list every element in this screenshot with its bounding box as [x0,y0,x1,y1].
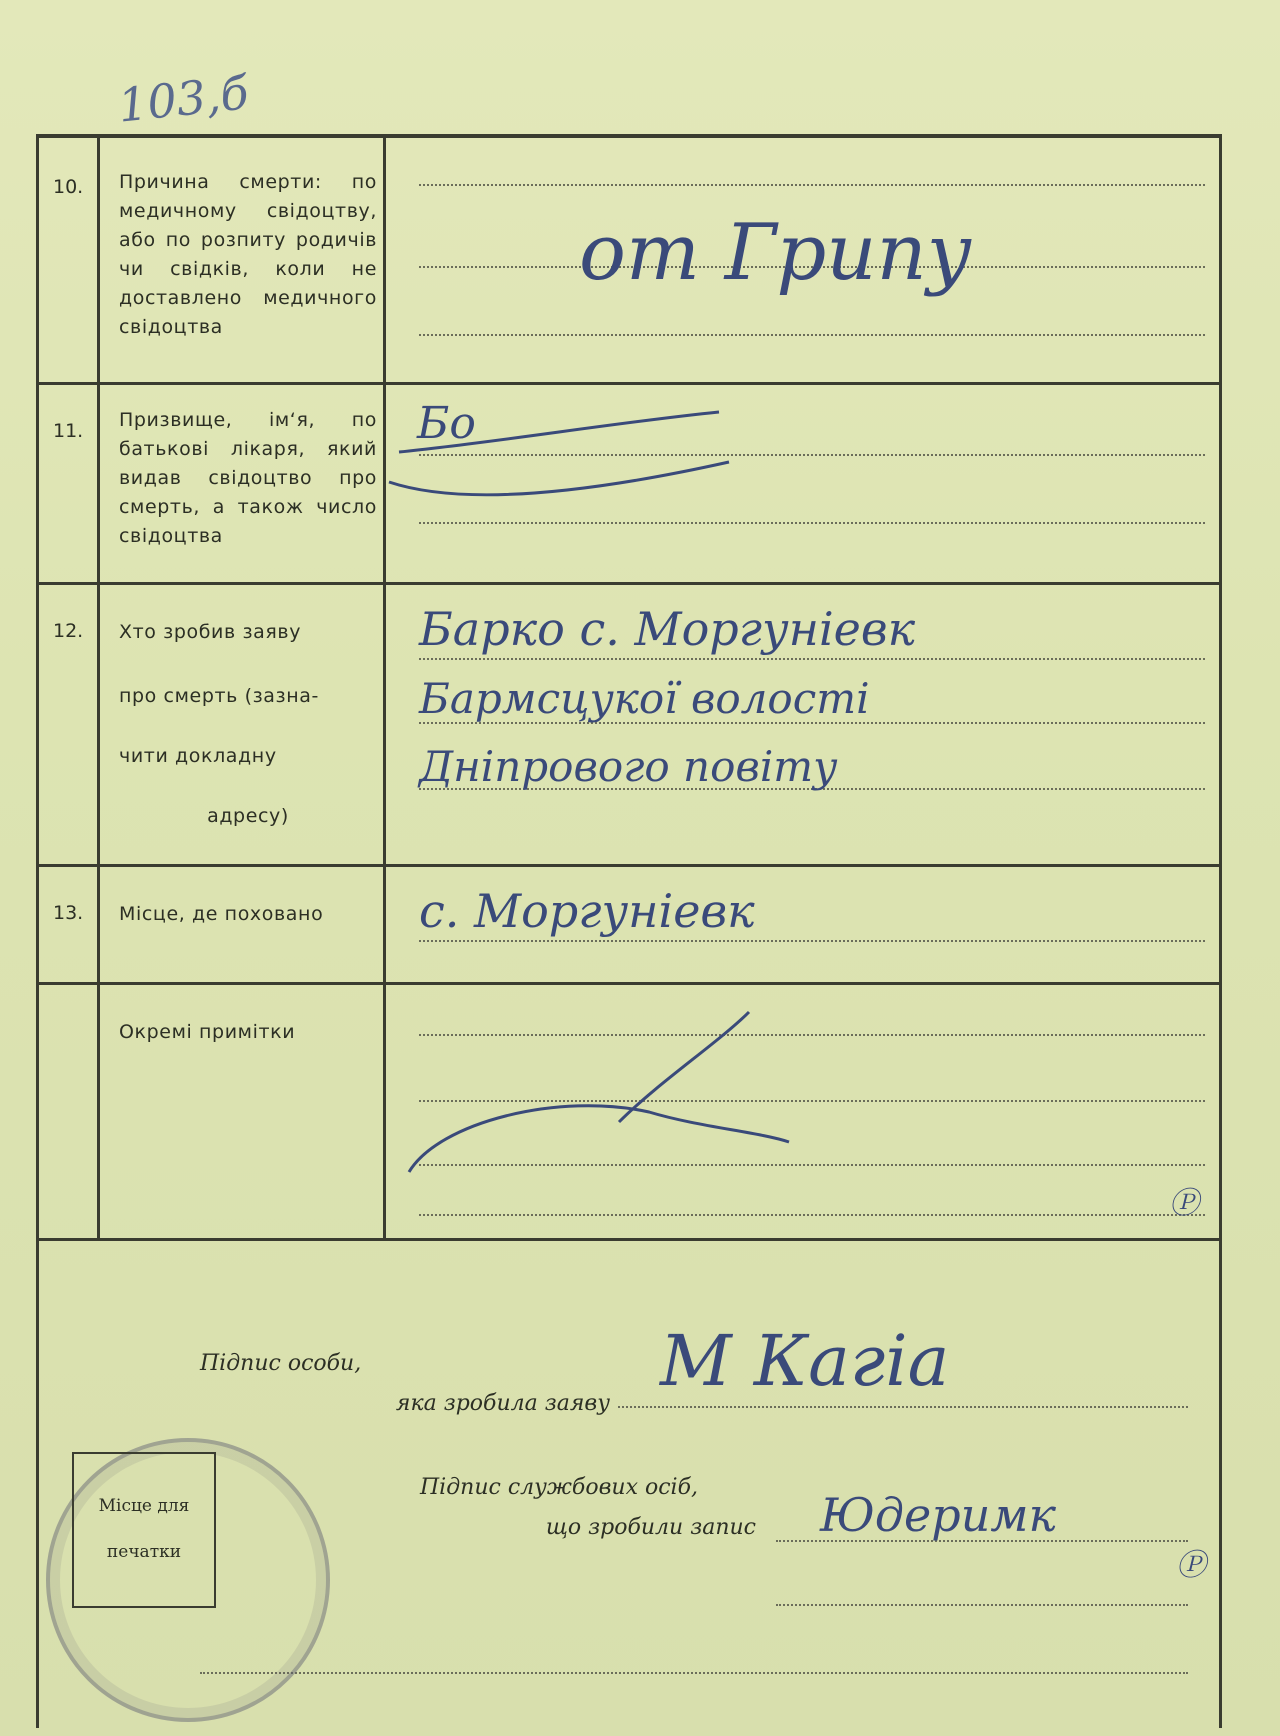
stamp-box-label: печатки [106,1542,182,1562]
column-divider [383,982,386,1238]
archive-page-number: 103,б [115,65,251,133]
handwritten-declarant-line: Барко с. Моргуніевк [419,602,916,656]
row-label-line: адресу) [207,805,289,827]
row-notes [39,982,1219,1241]
officials-signature-label [440,1508,756,1548]
row-12-declarant [39,582,1219,867]
column-divider [383,582,386,864]
signature-dotted-line [200,1672,1188,1674]
row-number: 13. [53,902,84,924]
declarant-signature: М Кагіа [660,1320,950,1402]
column-divider [383,138,386,382]
column-divider [97,382,100,582]
dotted-line [419,184,1205,186]
signature-dotted-line [618,1406,1188,1408]
column-divider [97,982,100,1238]
handwritten-burial-place: с. Моргуніевк [419,884,755,938]
dotted-line [419,522,1205,524]
row-13-burial-place [39,864,1219,985]
row-11-doctor [39,382,1219,585]
label-line: що зробили запис [545,1515,756,1540]
row-label: Призвище, ім‘я, по батькові лікаря, який видав свідоцтво про смерть, а також число свідоцтва [119,409,377,547]
row-label: Місце, де поховано [119,903,324,925]
dotted-line [419,940,1205,942]
row-label: Причина смерти: по медичному свідоцтву, або по розпиту родичів чи свідків, коли не доставлено медичного свідоцтва [119,171,377,338]
row-label: Окремі примітки [119,1021,296,1043]
handwritten-declarant-line: Дніпрового повіту [419,742,838,791]
dotted-line [419,334,1205,336]
handwritten-dash: Бо [417,398,476,449]
column-divider [97,138,100,382]
corner-mark: Ⓟ [1169,1186,1199,1221]
row-label-line: про смерть (зазна- [119,685,319,707]
stamp-placeholder-box [72,1452,216,1608]
declarant-signature-label [300,1384,610,1424]
row-number: 11. [53,420,84,442]
row-number: 10. [53,176,84,198]
handwritten-declarant-line: Бармсцукої волості [419,674,870,723]
row-10-cause-of-death [39,138,1219,385]
officials-signature-label [420,1468,760,1508]
strike-through-mark [399,1002,839,1192]
handwritten-cause: от Грипу [579,208,973,298]
column-divider [97,864,100,982]
label-line: яка зробила заяву [395,1391,610,1416]
row-label-line: Хто зробив заяву [119,621,302,643]
officials-signature: Юдеримк [820,1488,1056,1542]
row-number: 12. [53,620,84,642]
dotted-line [419,1214,1205,1216]
dotted-line [419,658,1205,660]
column-divider [97,582,100,864]
label-line: Підпис особи, [200,1351,362,1376]
strike-through-mark [379,402,799,512]
label-line: Підпис службових осіб, [420,1475,698,1500]
declarant-signature-label [200,1344,488,1384]
row-label-line: чити докладну [119,745,277,767]
column-divider [383,864,386,982]
signature-dotted-line [776,1604,1188,1606]
stamp-box-label: Місце для [98,1496,190,1516]
corner-mark: Ⓟ [1176,1548,1206,1583]
